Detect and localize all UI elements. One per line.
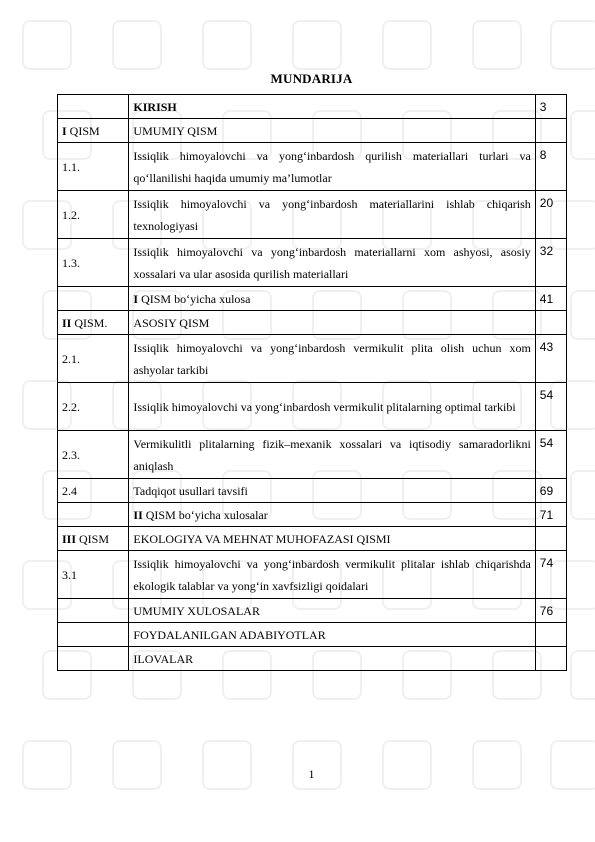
toc-row (58, 623, 567, 647)
section-number-cell (58, 599, 129, 623)
toc-row (58, 143, 567, 191)
page-number-cell: 54 (535, 383, 566, 431)
page-number-cell: 3 (535, 95, 566, 119)
section-number-cell (58, 623, 129, 647)
section-number-cell (58, 287, 129, 311)
page-number: 1 (308, 767, 315, 781)
section-title-cell: Issiqlik himoyalovchi va yong‘inbardosh materiallarini ishlab chiqarish texnologiyasi (129, 191, 535, 239)
page-number-cell: 43 (535, 335, 566, 383)
watermark-logo-icon (22, 740, 72, 790)
section-number-cell: 2.2. (58, 383, 129, 431)
toc-row (58, 335, 567, 383)
watermark-logo-icon (570, 470, 595, 520)
watermark-logo-icon (570, 290, 595, 340)
toc-row (58, 527, 567, 551)
document-title: MUNDARIJA (270, 71, 353, 86)
page-number-cell: 54 (535, 431, 566, 479)
section-number-cell (58, 95, 129, 119)
page-number-cell: 76 (535, 599, 566, 623)
section-number-cell: 1.3. (58, 239, 129, 287)
page-number-cell (535, 119, 566, 143)
section-title-cell: Issiqlik himoyalovchi va yong‘inbardosh qurilish materiallari turlari va qo‘llanilishi haqida umumiy ma’lumotlar (129, 143, 535, 191)
watermark-logo-icon (382, 740, 432, 790)
page-number-cell: 74 (535, 551, 566, 599)
section-number-cell (58, 647, 129, 671)
watermark-logo-icon (472, 740, 522, 790)
toc-row (58, 119, 567, 143)
section-title-cell: II QISM bo‘yicha xulosalar (129, 503, 535, 527)
watermark-logo-icon (112, 740, 162, 790)
section-title-cell: UMUMIY QISM (129, 119, 535, 143)
toc-row (58, 647, 567, 671)
section-title-cell: KIRISH (129, 95, 535, 119)
toc-row (58, 95, 567, 119)
watermark-logo-icon (112, 20, 162, 70)
section-title-cell: UMUMIY XULOSALAR (129, 599, 535, 623)
toc-row (58, 431, 567, 479)
page-number-cell: 69 (535, 479, 566, 503)
section-title-cell: FOYDALANILGAN ADABIYOTLAR (129, 623, 535, 647)
section-title-cell: Issiqlik himoyalovchi va yong‘inbardosh vermikulit plitalar ishlab chiqarishda ekologik talablar va yong‘in xavfsizligi qoidalari (129, 551, 535, 599)
section-number-cell: 1.2. (58, 191, 129, 239)
page-number-cell (535, 623, 566, 647)
watermark-logo-icon (570, 650, 595, 700)
watermark-logo-icon (382, 20, 432, 70)
section-number-cell: II QISM. (58, 311, 129, 335)
watermark-logo-icon (202, 20, 252, 70)
section-number-cell: I QISM (58, 119, 129, 143)
page-number-cell (535, 527, 566, 551)
table-of-contents (57, 94, 567, 671)
section-number-cell: 2.3. (58, 431, 129, 479)
section-title-cell: ASOSIY QISM (129, 311, 535, 335)
page-number-cell: 32 (535, 239, 566, 287)
section-title-cell: Vermikulitli plitalarning fizik–mexanik xossalari va iqtisodiy samaradorlikni aniqlash (129, 431, 535, 479)
section-title-cell: Issiqlik himoyalovchi va yong‘inbardosh materiallarni xom ashyosi, asosiy xossalari va ular asosida qurilish materiallari (129, 239, 535, 287)
watermark-logo-icon (550, 740, 595, 790)
section-number-cell: 2.4 (58, 479, 129, 503)
section-title-cell: Issiqlik himoyalovchi va yong‘inbardosh vermikulit plitalarning optimal tarkibi (129, 383, 535, 431)
page-number-cell: 71 (535, 503, 566, 527)
page-number-cell: 20 (535, 191, 566, 239)
toc-row (58, 311, 567, 335)
toc-row (58, 383, 567, 431)
watermark-logo-icon (202, 740, 252, 790)
section-title-cell: Issiqlik himoyalovchi va yong‘inbardosh vermikulit plita olish uchun xom ashyolar tarkibi (129, 335, 535, 383)
toc-row (58, 599, 567, 623)
watermark-logo-icon (472, 20, 522, 70)
section-title-cell: ILOVALAR (129, 647, 535, 671)
section-title-cell: Tadqiqot usullari tavsifi (129, 479, 535, 503)
section-number-cell: 1.1. (58, 143, 129, 191)
page-number-cell: 8 (535, 143, 566, 191)
toc-row (58, 479, 567, 503)
toc-row (58, 239, 567, 287)
section-number-cell: 2.1. (58, 335, 129, 383)
toc-row (58, 503, 567, 527)
section-title-cell: I QISM bo‘yicha xulosa (129, 287, 535, 311)
section-title-cell: EKOLOGIYA VA MEHNAT MUHOFAZASI QISMI (129, 527, 535, 551)
watermark-logo-icon (292, 740, 342, 790)
toc-row (58, 551, 567, 599)
page-number-cell: 41 (535, 287, 566, 311)
toc-row (58, 287, 567, 311)
watermark-logo-icon (570, 110, 595, 160)
watermark-logo-icon (22, 20, 72, 70)
watermark-logo-icon (292, 20, 342, 70)
section-number-cell: 3.1 (58, 551, 129, 599)
section-number-cell (58, 503, 129, 527)
page-number-cell (535, 311, 566, 335)
toc-row (58, 191, 567, 239)
section-number-cell: III QISM (58, 527, 129, 551)
watermark-logo-icon (550, 20, 595, 70)
page-number-cell (535, 647, 566, 671)
